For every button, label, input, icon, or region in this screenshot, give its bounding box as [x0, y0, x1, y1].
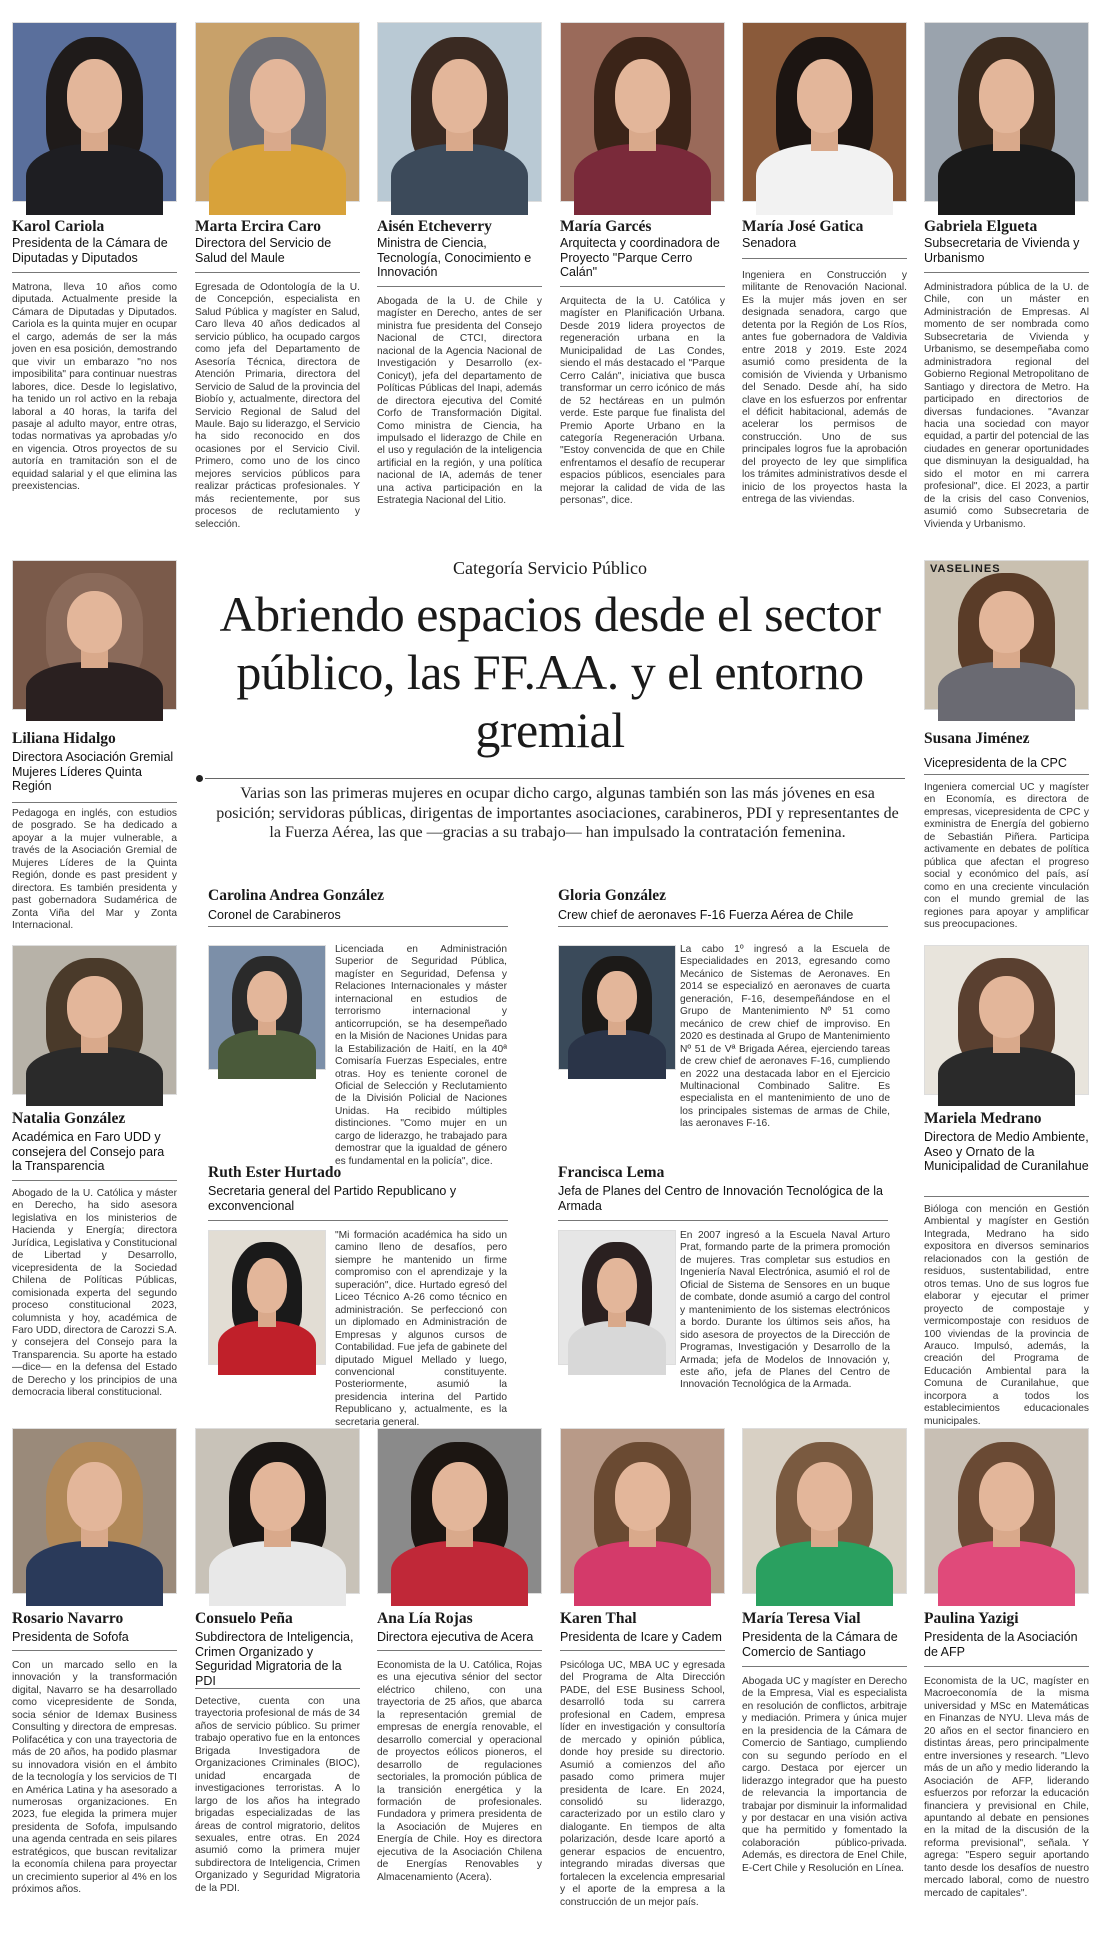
- role-divider: [924, 774, 1089, 775]
- face-shape: [979, 591, 1034, 653]
- person-name: Ruth Ester Hurtado: [208, 1164, 342, 1181]
- person-name: Carolina Andrea González: [208, 887, 384, 904]
- role-divider: [742, 258, 907, 259]
- lede-bullet: [196, 775, 203, 782]
- person-role: Directora de Medio Ambiente, Aseo y Ornato de la Municipalidad de Curanilahue: [924, 1130, 1089, 1173]
- portrait-photo: [208, 945, 326, 1070]
- person-role: Presidenta de la Asociación de AFP: [924, 1630, 1078, 1659]
- torso-shape: [756, 144, 893, 215]
- torso-shape: [938, 1541, 1075, 1607]
- torso-shape: [938, 1047, 1075, 1106]
- portrait-photo: [195, 22, 360, 202]
- torso-shape: [209, 144, 346, 215]
- portrait-photo: [377, 22, 542, 202]
- person-name: Karen Thal: [560, 1610, 637, 1627]
- person-role: Presidenta de Sofofa: [12, 1630, 129, 1644]
- role-divider: [924, 1666, 1089, 1667]
- portrait-photo: [558, 1230, 676, 1365]
- portrait-photo: [742, 22, 907, 202]
- role-divider: [560, 286, 725, 287]
- torso-shape: [391, 144, 528, 215]
- role-divider: [742, 1666, 907, 1667]
- role-divider: [560, 1650, 725, 1651]
- person-bio: En 2007 ingresó a la Escuela Naval Arturo Prat, formando parte de la primera promoción de mujeres. Tras completar sus estudios en Ingeniería Naval Electrónica, asumió el rol de Oficial de Sistema de Sensores en un buque de combate, donde asumió a cargo del control y mantenimiento de los sistemas electrónicos a bordo. Durante los últimos seis años, ha sido asesora de proyectos de la Dirección de Programas, Investigación y Desarrollo de la Armada; jefa de Modelos de Innovación y, este año, jefa de Planes del Centro de Innovación Tecnológica de la Armada.: [680, 1230, 890, 1391]
- face-shape: [797, 1462, 852, 1531]
- face-shape: [597, 1258, 636, 1314]
- person-role: Presidenta de la Cámara de Diputadas y Diputados: [12, 236, 168, 265]
- role-divider: [558, 1220, 888, 1221]
- person-bio: Economista de la UC, magíster en Macroeconomía de la misma universidad y MSc en Matemáticas en Finanzas de NYU. Lleva más de 20 años en el sector financiero en distintas áreas, pero principalmente entre inversiones y research. "Llevo más de un año y medio liderando la Asociación de AFP, liderando esfuerzos por reforzar la educación financiera y previsional en Chile, apuntando al debate en pensiones en la mitad de la discusión de la reforma previsional", señala. Y agrega: "Espero seguir aportando tanto desde los desafíos de nuestro mercado laboral, como de nuestro mercado de capitales".: [924, 1676, 1089, 1899]
- torso-shape: [218, 1321, 315, 1374]
- person-role: Presidenta de Icare y Cadem: [560, 1630, 722, 1644]
- portrait-photo: [742, 1428, 907, 1594]
- portrait-photo: [12, 22, 177, 202]
- person-name: Ana Lía Rojas: [377, 1610, 473, 1627]
- torso-shape: [756, 1541, 893, 1607]
- person-name: Aisén Etcheverry: [377, 218, 492, 235]
- role-divider: [12, 802, 177, 803]
- torso-shape: [209, 1541, 346, 1607]
- person-bio: "Mi formación académica ha sido un camino lleno de desafíos, pero siempre he mantenido un firme compromiso con el aprendizaje y la superación", dice. Hurtado egresó del Liceo Técnico A-26 como técnico en administración. Se perfeccionó con un diplomado en Administración de Empresas y algunos cursos de Contabilidad. Fue jefa de gabinete del diputado Miguel Mellado y luego, convencional constituyente. Posteriormente, asumió la presidencia interina del Partido Republicano y, actualmente, es la secretaria general.: [335, 1230, 507, 1428]
- person-bio: Bióloga con mención en Gestión Ambiental y magíster en Gestión Integrada, Medrano ha sido expositora en diversos seminarios relacionados con la gestión de residuos, sustentabilidad, entre otros temas. Uno de sus logros fue elaborar y ejecutar el primer proyecto de compostaje y vermicompostaje con residuos de 100 viviendas de la provincia de Arauco. Impulsó, además, la creación del Programa de Educación Ambiental para la Comuna de Curanilahue, que incorpora a todos los establecimientos educacionales municipales.: [924, 1204, 1089, 1427]
- person-role: Secretaria general del Partido Republicano y exconvencional: [208, 1184, 457, 1213]
- person-role: Directora Asociación Gremial Mujeres Líderes Quinta Región: [12, 750, 174, 793]
- face-shape: [250, 59, 305, 134]
- face-shape: [250, 1462, 305, 1531]
- person-name: Natalia González: [12, 1110, 126, 1127]
- portrait-photo: [924, 560, 1089, 710]
- face-shape: [67, 1462, 122, 1531]
- face-shape: [432, 1462, 487, 1531]
- torso-shape: [218, 1030, 315, 1079]
- torso-shape: [568, 1321, 665, 1374]
- person-role: Directora del Servicio de Salud del Maule: [195, 236, 332, 265]
- person-bio: Psicóloga UC, MBA UC y egresada del Programa de Alta Dirección PADE, del ESE Business School, desarrolló toda su carrera profesional en Cadem, empresa líder en investigación y consultoría de mercado y opinión pública, donde hoy preside su directorio. Asumió a comienzos del año pasado como primera mujer presidenta de Icare. En 2024, consolidó su liderazgo, caracterizado por un estilo claro y dialogante. En tiempos de alta polarización, desde Icare aportó a generar espacios de encuentro, integrando miradas diversas que fortalecen la excelencia empresarial y el aporte de la empresa a la construcción de un mejor país.: [560, 1660, 725, 1908]
- person-role: Senadora: [742, 236, 797, 250]
- person-bio: Economista de la U. Católica, Rojas es una ejecutiva sénior del sector eléctrico chileno, con una trayectoria de 25 años, que abarca la representación gremial de empresas de energía renovable, el desarrollo comercial y operacional de proyectos eólicos pioneros, el desarrollo de regulaciones sectoriales, la promoción pública de la transición energética y la formación de profesionales. Fundadora y primera presidenta de la Asociación de Mujeres en Energía de Chile. Hoy es directora ejecutiva de la Asociación Chilena de Energías Renovables y Almacenamiento (Acera).: [377, 1660, 542, 1883]
- face-shape: [67, 976, 122, 1038]
- role-divider: [377, 286, 542, 287]
- section-category: Categoría Servicio Público: [453, 558, 647, 578]
- person-role: Crew chief de aeronaves F-16 Fuerza Aérea de Chile: [558, 908, 854, 922]
- torso-shape: [568, 1030, 665, 1079]
- face-shape: [797, 59, 852, 134]
- portrait-photo: [558, 945, 676, 1070]
- person-bio: Abogado de la U. Católica y máster en Derecho, ha sido asesora legislativa en los ministerios de Hacienda y Energía; directora Jurídica, Legislativa y Constitucional de Libertad y Desarrollo, vicepresidenta de la Sociedad Chilena de Políticas Públicas, comisionada experta del segundo proceso constitucional 2023, columnista y hoy, académica de Faro UDD, directora de Carozzi S.A. y consejera del Consejo para la Transparencia. Su aporte ha estado —dice— en la defensa del Estado de Derecho y los principios de una democracia liberal constitucional.: [12, 1188, 177, 1399]
- torso-shape: [26, 1541, 163, 1607]
- person-bio: Matrona, lleva 10 años como diputada. Actualmente preside la Cámara de Diputadas y Diputados. Cariola es la quinta mujer en ocupar el cargo, además de ser la más joven en esa posición, demostrando que vivir un embarazo "no nos imposibilita" para continuar nuestras labores, dice. Desde lo legislativo, ha tenido un rol activo en la rebaja laboral a 40 horas, la tarifa del pasaje al adulto mayor, entre otras, todas normativas ya aprobadas y/o en vigencia. Otros proyectos de su autoría en tramitación son el de equidad salarial y el que elimina las preexistencias.: [12, 282, 177, 493]
- person-name: María Garcés: [560, 218, 652, 235]
- role-divider: [208, 1220, 508, 1221]
- role-divider: [195, 1688, 360, 1689]
- role-divider: [12, 272, 177, 273]
- person-name: María Teresa Vial: [742, 1610, 861, 1627]
- portrait-photo: [924, 1428, 1089, 1594]
- person-name: Consuelo Peña: [195, 1610, 293, 1627]
- person-bio: Ingeniera comercial UC y magíster en Economía, es directora de empresas, vicepresidenta de CPC y exministra de Energía del gobierno de Sebastián Piñera. Participa activamente en debates de política pública que afectan el progreso social y económico del país, así como en una creciente vinculación con el mundo gremial de las regiones para apoyar y amplificar sus preocupaciones.: [924, 782, 1089, 930]
- torso-shape: [938, 662, 1075, 721]
- portrait-photo: [208, 1230, 326, 1365]
- face-shape: [979, 976, 1034, 1038]
- face-shape: [247, 971, 286, 1023]
- torso-shape: [26, 662, 163, 721]
- person-bio: Egresada de Odontología de la U. de Concepción, especialista en Salud Pública y magíster en Salud, Caro lleva 40 años dedicados al servicio público, ha ocupado cargos como jefa del Departamento de Asesoría Técnica, directora de Atención Primaria, directora del Servicio de Salud de la provincia del Biobío y, actualmente, directora del Servicio Regional de Salud del Maule. Bajo su liderazgo, el Servicio ha sido reconocido en dos ocasiones por el Servicio Civil. Primero, como uno de los cinco mejores servicios públicos para realizar prácticas profesionales. Y más recientemente, por sus procesos de reclutamiento y selección.: [195, 282, 360, 530]
- portrait-photo: [12, 945, 177, 1095]
- face-shape: [597, 971, 636, 1023]
- person-name: Paulina Yazigi: [924, 1610, 1019, 1627]
- portrait-photo: [560, 1428, 725, 1594]
- person-bio: Arquitecta de la U. Católica y magíster en Planificación Urbana. Desde 2019 lidera proyectos de regeneración urbana en la Municipalidad de Las Condes, siendo el más destacado el "Parque Cerro Calán", iniciativa que busca transformar un cerro icónico de más de 52 hectáreas en un pulmón verde. Este parque fue finalista del Premio Aporte Urbano en la categoría Regeneración Urbana. "Estoy convencida de que en Chile enfrentamos el desafío de recuperar espacios públicos, esenciales para mejorar la calidad de vida de las personas", dice.: [560, 296, 725, 507]
- lede-rule: [205, 778, 905, 779]
- torso-shape: [391, 1541, 528, 1607]
- face-shape: [247, 1258, 286, 1314]
- role-divider: [208, 926, 508, 927]
- person-role: Presidenta de la Cámara de Comercio de Santiago: [742, 1630, 898, 1659]
- person-role: Directora ejecutiva de Acera: [377, 1630, 534, 1644]
- face-shape: [432, 59, 487, 134]
- torso-shape: [574, 1541, 711, 1607]
- person-name: Susana Jiménez: [924, 730, 1030, 747]
- person-role: Coronel de Carabineros: [208, 908, 341, 922]
- lede: Varias son las primeras mujeres en ocupar dicho cargo, algunas también son las más jóvenes en esa posición; servidoras públicas, dirigentas de importantes asociaciones, carabineros, PDI y representantes de la Fuerza Aérea, las que —gracias a su trabajo— han impulsado la contratación femenina.: [216, 785, 899, 841]
- person-bio: Pedagoga en inglés, con estudios de posgrado. Se ha dedicado a apoyar a la mujer vulnerable, a través de la Asociación Gremial de Mujeres Líderes de la Quinta Región, donde es past president y directora. Es también presidenta y past gobernadora Sudamérica de Zonta Viña del Mar y Zonta Internacional.: [12, 808, 177, 932]
- person-role: Jefa de Planes del Centro de Innovación Tecnológica de la Armada: [558, 1184, 883, 1213]
- role-divider: [924, 1196, 1089, 1197]
- person-name: María José Gatica: [742, 218, 864, 235]
- headline: Abriendo espacios desde el sector público, las FF.AA. y el entorno gremial: [219, 586, 881, 758]
- role-divider: [12, 1180, 177, 1181]
- portrait-photo: [12, 560, 177, 710]
- person-bio: Abogada UC y magíster en Derecho de la Empresa, Vial es especialista en resolución de conflictos, arbitraje y mediación. Primera y única mujer en la presidencia de la Cámara de Comercio de Santiago, cumpliendo con su segundo período en el cargo. Destaca por ejercer un liderazgo integrador que ha puesto de relevancia la importancia de trabajar por disminuir la informalidad y por destacar en una visión activa que ha permitido y fomentado la colaboración público-privada. Además, es directora de Enel Chile, E-Cert Chile y Resolución en Línea.: [742, 1676, 907, 1874]
- person-role: Académica en Faro UDD y consejera del Consejo para la Transparencia: [12, 1130, 165, 1173]
- face-shape: [615, 59, 670, 134]
- person-bio: Con un marcado sello en la innovación y la transformación digital, Navarro se ha desarrollado como vicepresidente de Sonda, socia sénior de Idemax Business Consulting y directora de empresas. Polifacética y con una trayectoria de más de 20 años, ha podido plasmar su innovadora visión en el ámbito de la tecnología y los servicios de TI en América Latina y ha asesorado a numerosas organizaciones. En 2023, fue elegida la primera mujer presidenta de Sofofa, impulsando una agenda centrada en seis pilares estratégicos, que buscan revitalizar la economía chilena para proyectar un crecimiento superior al 4% en los próximos años.: [12, 1660, 177, 1896]
- person-bio: Administradora pública de la U. de Chile, con un máster en Administración de Empresas. Al momento de ser nombrada como Subsecretaria de Vivienda y Urbanismo, se desempeñaba como administradora regional del Gobierno Regional Metropolitano de Santiago y directora de Metro. Ha participado en directorios de diversas fundaciones. "Avanzar hacia una sociedad con mayor equidad, a partir del potencial de las ciudades en generar oportunidades que disminuyan la desigualdad, ha sido el motor en mi carrera profesional", dice. El 2023, a partir de la crisis del caso Convenios, asumió como Subsecretaria de Vivienda y Urbanismo.: [924, 282, 1089, 530]
- person-role: Arquitecta y coordinadora de Proyecto "Parque Cerro Calán": [560, 236, 720, 279]
- portrait-photo: [377, 1428, 542, 1594]
- person-name: Gabriela Elgueta: [924, 218, 1038, 235]
- role-divider: [924, 272, 1089, 273]
- person-bio: Licenciada en Administración Superior de Seguridad Pública, magíster en Seguridad, Defensa y Relaciones Internacionales y máster internacional en estudios de terrorismo internacional y anticorrupción, se ha desempeñado en la Misión de Naciones Unidas para la Estabilización de Haití, en la 40ª Comisaría Fuerzas Especiales, entre otras. Hoy es teniente coronel de Oficial de Selección y Reclutamiento de la División Policial de Naciones Unidas. Ha recibido múltiples distinciones. "Como mujer en un cargo de liderazgo, he trabajado para demostrar que la igualdad de género es fundamental en la policía", dice.: [335, 944, 507, 1167]
- person-role: Ministra de Ciencia, Tecnología, Conocimiento e Innovación: [377, 236, 532, 279]
- person-name: Francisca Lema: [558, 1164, 665, 1181]
- face-shape: [979, 59, 1034, 134]
- face-shape: [979, 1462, 1034, 1531]
- person-name: Karol Cariola: [12, 218, 105, 235]
- role-divider: [12, 1650, 177, 1651]
- person-role: Vicepresidenta de la CPC: [924, 756, 1067, 770]
- person-name: Gloria González: [558, 887, 667, 904]
- person-name: Rosario Navarro: [12, 1610, 124, 1627]
- role-divider: [558, 926, 888, 927]
- torso-shape: [574, 144, 711, 215]
- person-name: Liliana Hidalgo: [12, 730, 116, 747]
- person-bio: Abogada de la U. de Chile y magíster en Derecho, antes de ser ministra fue presidenta del Consejo Nacional de CTCI, directora nacional de la Agencia Nacional de Investigación y Desarrollo (ex-Conicyt), jefa del departamento de Políticas Públicas del Inapi, además de directora ejecutiva del Comité Corfo de Transformación Digital. Como ministra de Ciencia, ha impulsado el liderazgo de Chile en el uso y regulación de la inteligencia artificial en la región, y una política nacional de IA, además de tener una activa participación en la Estrategia Nacional del Litio.: [377, 296, 542, 507]
- torso-shape: [26, 1047, 163, 1106]
- portrait-photo: [924, 945, 1089, 1095]
- face-shape: [67, 59, 122, 134]
- role-divider: [377, 1650, 542, 1651]
- torso-shape: [26, 144, 163, 215]
- portrait-photo: [12, 1428, 177, 1594]
- person-role: Subsecretaria de Vivienda y Urbanismo: [924, 236, 1080, 265]
- role-divider: [195, 272, 360, 273]
- torso-shape: [938, 144, 1075, 215]
- person-bio: Ingeniera en Construcción y militante de Renovación Nacional. Es la mujer más joven en ser designada senadora, cargo que detenta por la Región de Los Ríos, antes fue gobernadora de Valdivia entre 2018 y 2019. Este 2024 asumió como presidenta de la comisión de Vivienda y Urbanismo del Senado. Desde ahí, ha sido clave en los esfuerzos por enfrentar el déficit habitacional, además de acelerar los permisos de construcción. Uno de sus principales logros fue la aprobación del proyecto de ley que simplifica los trámites administrativos desde el inicio de los proyectos hasta la entrega de las viviendas.: [742, 270, 907, 506]
- person-bio: La cabo 1º ingresó a la Escuela de Especialidades en 2013, egresando como Mecánico de Sistemas de Aeronaves. En 2014 se especializó en aeronaves de cuarta generación, F-16, desempeñándose en el Grupo de Mantenimiento Nº 51 como mecánico de crew chief de improviso. En 2020 es destinada al Grupo de Mantenimiento Nº 51 de Vª Brigada Aérea, ejerciendo tareas de crew chief de aeronaves F-16, cumpliendo en 2022 una destacada labor en el Ejercicio Multinacional Combinado Salitre. Es especialista en el mantenimiento de uno de los principales sistemas de armas de Chile, las aeronaves F-16.: [680, 944, 890, 1130]
- person-role: Subdirectora de Inteligencia, Crimen Organizado y Seguridad Migratoria de la PDI: [195, 1630, 354, 1688]
- portrait-photo: [195, 1428, 360, 1594]
- portrait-photo: [560, 22, 725, 202]
- person-bio: Detective, cuenta con una trayectoria profesional de más de 34 años de servicio público. Su primer trabajo operativo fue en la entonces Brigada Investigadora de Organizaciones Criminales (BIOC), unidad encargada de investigaciones terroristas. A lo largo de los años ha integrado brigadas especializadas de las áreas de control migratorio, delitos sexuales, entre otras. En 2024 asumió como la primera mujer subdirectora de Inteligencia, Crimen Organizado y Seguridad Migratoria de la PDI.: [195, 1696, 360, 1894]
- person-name: Marta Ercira Caro: [195, 218, 321, 235]
- person-name: Mariela Medrano: [924, 1110, 1042, 1127]
- portrait-photo: [924, 22, 1089, 202]
- photo-sign-text: VASELINES: [930, 563, 1001, 575]
- face-shape: [67, 591, 122, 653]
- face-shape: [615, 1462, 670, 1531]
